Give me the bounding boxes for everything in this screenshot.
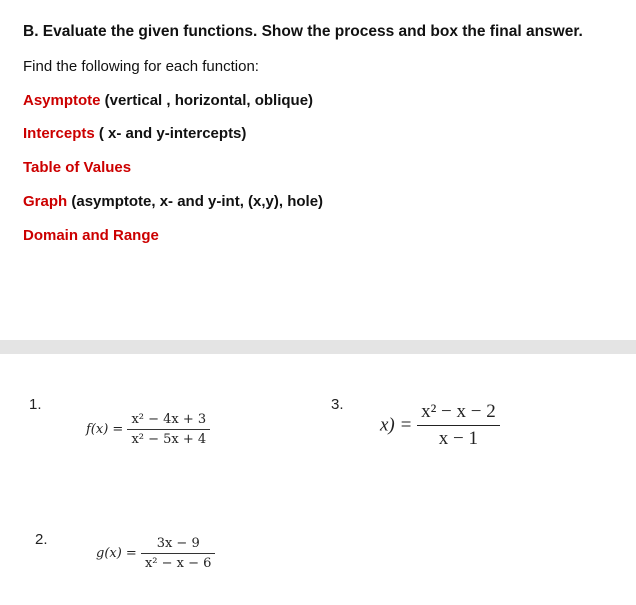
problem-3-fraction	[417, 401, 500, 450]
instruction-text: Find the following for each function:	[23, 58, 259, 75]
problem-1-number: 1.	[29, 396, 42, 413]
problem-2-lhs: g(x) =	[96, 546, 137, 561]
problem-1-equation	[86, 412, 210, 447]
task-intercepts: Intercepts ( x- and y-intercepts)	[23, 125, 247, 142]
problem-2-fraction	[141, 536, 215, 571]
problem-2-number: 2.	[35, 531, 48, 548]
task-table-of-values: Table of Values	[23, 159, 132, 176]
fraction-bar	[417, 425, 500, 426]
problem-1-denominator: x² − 5x + 4	[131, 432, 207, 447]
section-heading: B. Evaluate the given functions. Show the process and box the final answer.	[23, 23, 583, 40]
problem-1-fraction	[127, 412, 210, 447]
problem-2-equation	[96, 536, 215, 571]
problem-2-denominator: x² − x − 6	[144, 556, 212, 571]
fraction-bar	[141, 553, 215, 554]
fraction-bar	[127, 429, 210, 430]
problem-3-number: 3.	[331, 396, 344, 413]
task-asymptote: Asymptote (vertical , horizontal, oblique)	[23, 92, 314, 109]
problem-3-lhs: x) =	[380, 414, 413, 436]
problem-3-denominator: x − 1	[438, 428, 479, 449]
problem-3-numerator: x² − x − 2	[421, 401, 496, 422]
problem-3-equation	[380, 401, 500, 450]
problem-1-lhs: f(x) =	[86, 422, 124, 437]
task-graph: Graph (asymptote, x- and y-int, (x,y), hole)	[23, 193, 324, 210]
problem-2-numerator: 3x − 9	[156, 536, 200, 551]
problem-1-numerator: x² − 4x + 3	[131, 412, 207, 427]
section-divider	[0, 340, 636, 354]
task-domain-range: Domain and Range	[23, 227, 159, 244]
